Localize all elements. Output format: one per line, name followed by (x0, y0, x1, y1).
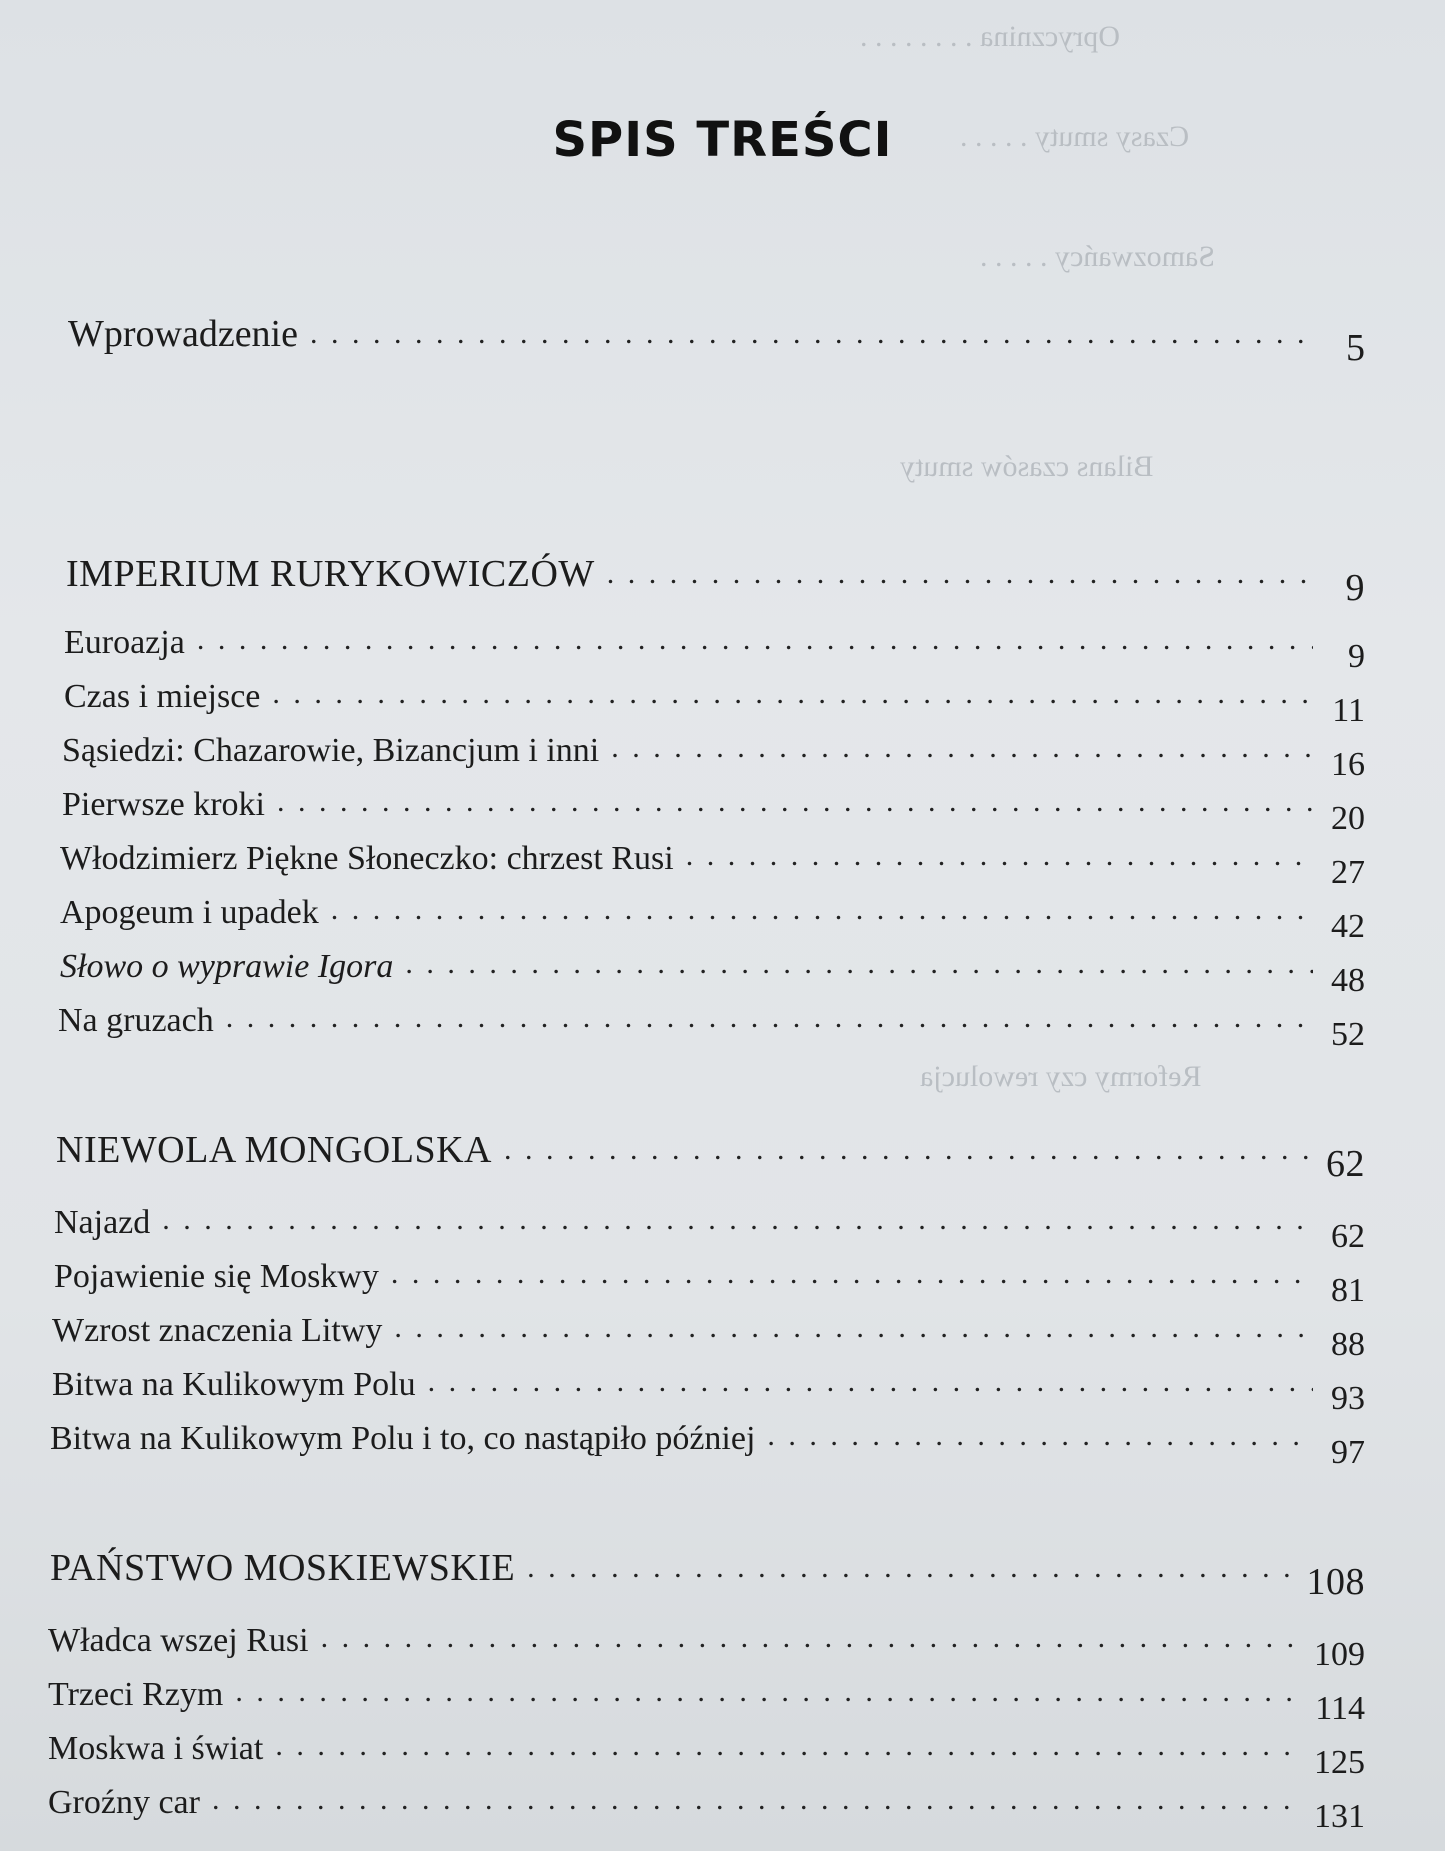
toc-page-number: 108 (1306, 1561, 1365, 1603)
dot-leader (212, 1791, 1302, 1813)
toc-entry-label: Wzrost znaczenia Litwy (52, 1312, 383, 1349)
toc-entry-label: Apogeum i upadek (60, 894, 319, 931)
dot-leader (527, 1559, 1294, 1581)
toc-entry-row[interactable] (58, 1002, 1365, 1053)
dot-leader (275, 1737, 1302, 1759)
dot-leader (277, 793, 1313, 815)
dot-leader (767, 1427, 1313, 1449)
toc-page-number: 62 (1326, 1143, 1365, 1185)
show-through-text: Czasy smuty . . . . . (960, 120, 1190, 153)
toc-entry-row[interactable] (48, 1622, 1365, 1673)
toc-entry-label: Sąsiedzi: Chazarowie, Bizancjum i inni (62, 732, 600, 769)
toc-page-number: 9 (1348, 638, 1365, 675)
dot-leader (321, 1629, 1302, 1651)
dot-leader (197, 631, 1313, 653)
toc-section-label: PAŃSTWO MOSKIEWSKIE (50, 1547, 516, 1589)
toc-page-number: 9 (1345, 567, 1365, 609)
toc-entry-row[interactable] (48, 1730, 1365, 1781)
dot-leader (607, 565, 1313, 587)
dot-leader (428, 1373, 1313, 1395)
toc-page-number: 97 (1331, 1434, 1365, 1471)
toc-entry-label: Wprowadzenie (68, 313, 298, 355)
toc-entry-row[interactable] (48, 1784, 1365, 1835)
toc-entry-label: Trzeci Rzym (48, 1676, 224, 1713)
toc-page-number: 131 (1314, 1798, 1365, 1835)
show-through-text: Samozwańcy . . . . . (980, 240, 1215, 273)
toc-page-number: 16 (1331, 746, 1365, 783)
toc-entry-label: Władca wszej Rusi (48, 1622, 309, 1659)
toc-page-number: 81 (1331, 1272, 1365, 1309)
toc-entry-row[interactable] (52, 1312, 1365, 1363)
show-through-text: Bilans czasów smuty (900, 450, 1154, 483)
toc-entry-row[interactable] (54, 1258, 1365, 1309)
dot-leader (310, 325, 1313, 347)
toc-page-number: 114 (1315, 1690, 1365, 1727)
toc-entry-label: Na gruzach (58, 1002, 214, 1039)
toc-entry-label: Bitwa na Kulikowym Polu i to, co nastąpiło później (50, 1420, 756, 1457)
toc-page-number: 125 (1314, 1744, 1365, 1781)
dot-leader (235, 1683, 1303, 1705)
toc-entry-label: Groźny car (48, 1784, 200, 1821)
toc-entry-row[interactable] (62, 786, 1365, 837)
dot-leader (331, 901, 1313, 923)
toc-page-number: 93 (1331, 1380, 1365, 1417)
toc-page-number: 11 (1332, 692, 1365, 729)
toc-entry-row[interactable] (60, 894, 1365, 945)
dot-leader (686, 847, 1313, 869)
toc-entry-row[interactable] (64, 678, 1365, 729)
toc-page-number: 20 (1331, 800, 1365, 837)
toc-entry-row[interactable] (48, 1676, 1365, 1727)
dot-leader (405, 955, 1313, 977)
show-through-text: Oprycznina . . . . . . . . (860, 20, 1120, 53)
toc-entry-label: Pojawienie się Moskwy (54, 1258, 379, 1295)
dot-leader (226, 1009, 1313, 1031)
toc-page-number: 27 (1331, 854, 1365, 891)
dot-leader (504, 1141, 1313, 1163)
dot-leader (272, 685, 1313, 707)
toc-page-number: 52 (1331, 1016, 1365, 1053)
dot-leader (394, 1319, 1313, 1341)
toc-entry-label: Najazd (54, 1204, 151, 1241)
toc-page-number: 48 (1331, 962, 1365, 999)
toc-section-row[interactable] (66, 552, 1365, 609)
toc-entry-row[interactable] (54, 1204, 1365, 1255)
dot-leader (391, 1265, 1313, 1287)
toc-page-number: 62 (1331, 1218, 1365, 1255)
toc-page-number: 5 (1346, 327, 1365, 369)
show-through-text: Reformy czy rewolucja (920, 1060, 1202, 1093)
toc-entry-row[interactable] (52, 1366, 1365, 1417)
toc-entry-label: Bitwa na Kulikowym Polu (52, 1366, 416, 1403)
toc-section-label: IMPERIUM RURYKOWICZÓW (66, 553, 595, 595)
toc-intro-row[interactable] (68, 312, 1365, 369)
toc-section-row[interactable] (56, 1128, 1365, 1185)
toc-entry-label: Moskwa i świat (48, 1730, 264, 1767)
toc-entry-label: Euroazja (64, 624, 185, 661)
page-title: SPIS TREŚCI (552, 112, 893, 168)
dot-leader (611, 739, 1313, 761)
toc-page-number: 109 (1314, 1636, 1365, 1673)
toc-entry-label: Pierwsze kroki (62, 786, 266, 823)
dot-leader (162, 1211, 1313, 1233)
toc-entry-row[interactable] (64, 624, 1365, 675)
toc-entry-label: Słowo o wyprawie Igora (60, 948, 394, 985)
toc-entry-row[interactable] (62, 732, 1365, 783)
toc-section-label: NIEWOLA MONGOLSKA (56, 1129, 492, 1171)
toc-entry-label: Czas i miejsce (64, 678, 261, 715)
toc-entry-row[interactable] (50, 1420, 1365, 1471)
toc-page-number: 42 (1331, 908, 1365, 945)
toc-page-number: 88 (1331, 1326, 1365, 1363)
toc-entry-label: Włodzimierz Piękne Słoneczko: chrzest Rusi (60, 840, 674, 877)
toc-entry-row[interactable] (60, 840, 1365, 891)
toc-section-row[interactable] (50, 1546, 1365, 1603)
toc-entry-row[interactable] (60, 948, 1365, 999)
